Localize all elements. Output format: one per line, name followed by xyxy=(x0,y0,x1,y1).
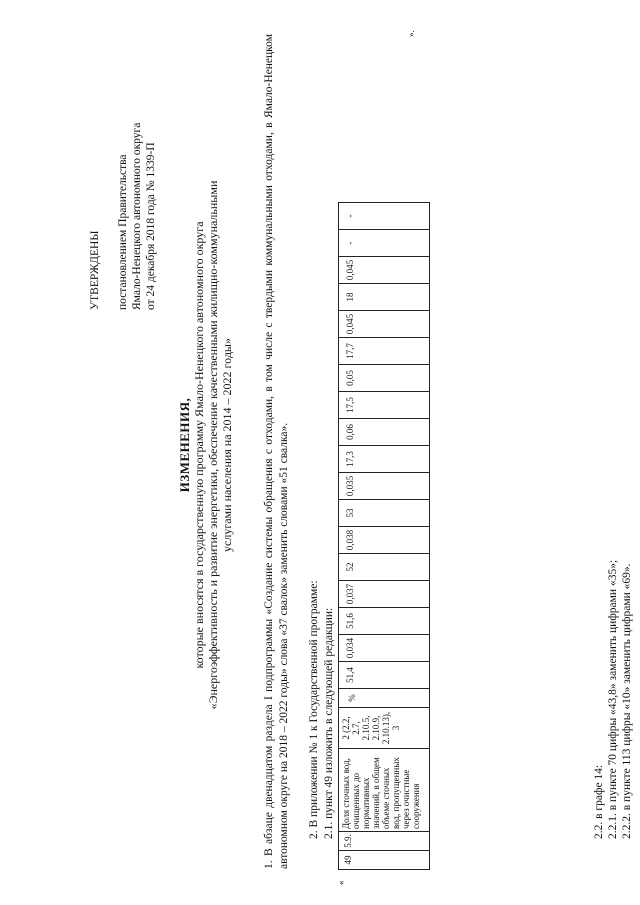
row-number-cell: 49 xyxy=(339,851,430,870)
indicator-name-cell: Доля сточных вод, очищенных до нормативных значений, в общем объеме сточных вод, пропущенных через очистные сооружения xyxy=(339,749,430,832)
paragraph-2-1: 2.1. пункт 49 изложить в следующей редакции: xyxy=(323,607,335,839)
value-cell: 0,045 xyxy=(339,311,430,338)
title-line-2: «Энергоэффективность и развитие энергетики, обеспечение качественными жилищно-коммунальными xyxy=(206,180,220,710)
value-cell: 17,5 xyxy=(339,392,430,419)
value-cell: 0,045 xyxy=(339,257,430,284)
value-cell: 18 xyxy=(339,284,430,311)
approval-block xyxy=(88,40,158,310)
paragraph-2-2-1: 2.2.1. в пункте 70 цифры «43,8» заменить цифрами «35»; xyxy=(607,559,619,839)
approval-line-2: Ямало-Ненецкого автономного округа xyxy=(131,122,143,310)
approval-line-1: постановлением Правительства xyxy=(117,154,129,310)
value-cell: 0,06 xyxy=(339,419,430,446)
paragraph-1: 1. В абзаце двенадцатом раздела I подпрограммы «Создание системы обращения с отходами, в том числе с твердыми коммунальными отходами, в Ямало-Ненецком автономном округе на 2018 – 2022 годы» слова «37 свалок» заменить словами «51 свалка». xyxy=(263,34,290,869)
value-cell: 0,05 xyxy=(339,365,430,392)
value-cell: 0,037 xyxy=(339,581,430,608)
value-cell: 0,035 xyxy=(339,473,430,500)
paragraph-2: 2. В приложении № 1 к Государственной программе: xyxy=(308,580,320,839)
value-cell: 17,3 xyxy=(339,446,430,473)
value-cell: 51,6 xyxy=(339,608,430,635)
value-cell: 17,7 xyxy=(339,338,430,365)
indicator-table xyxy=(338,202,430,870)
value-cell: 0,034 xyxy=(339,635,430,662)
value-cell: - xyxy=(339,230,430,257)
paragraph-2-2: 2.2. в графе 14: xyxy=(593,764,605,839)
row-code-cell: 5.9. xyxy=(339,832,430,851)
paragraph-2-2-2: 2.2.2. в пункте 113 цифры «10» заменить цифрами «69». xyxy=(621,563,633,839)
value-cell: - xyxy=(339,203,430,230)
document-title xyxy=(178,95,234,795)
value-cell: 0,038 xyxy=(339,527,430,554)
quote-open-mark: « xyxy=(336,880,346,885)
approval-heading: УТВЕРЖДЕНЫ xyxy=(89,230,101,310)
value-cell: 53 xyxy=(339,500,430,527)
quote-close-mark: ». xyxy=(406,30,416,37)
approval-line-3: от 24 декабря 2018 года № 1339-П xyxy=(145,142,157,310)
value-cell: 51,4 xyxy=(339,662,430,689)
title-main: ИЗМЕНЕНИЯ, xyxy=(177,397,192,493)
table-row xyxy=(339,203,430,870)
reference-cell: 2 (2.2, 2.7, 2.10.5, 2.10.9, 2.10.13), 3 xyxy=(339,708,430,749)
title-line-1: которые вносятся в государственную программу Ямало-Ненецкого автономного округа xyxy=(192,221,206,669)
unit-cell: % xyxy=(339,689,430,708)
value-cell: 52 xyxy=(339,554,430,581)
title-line-3: услугами населения на 2014 – 2022 годы» xyxy=(220,338,234,552)
